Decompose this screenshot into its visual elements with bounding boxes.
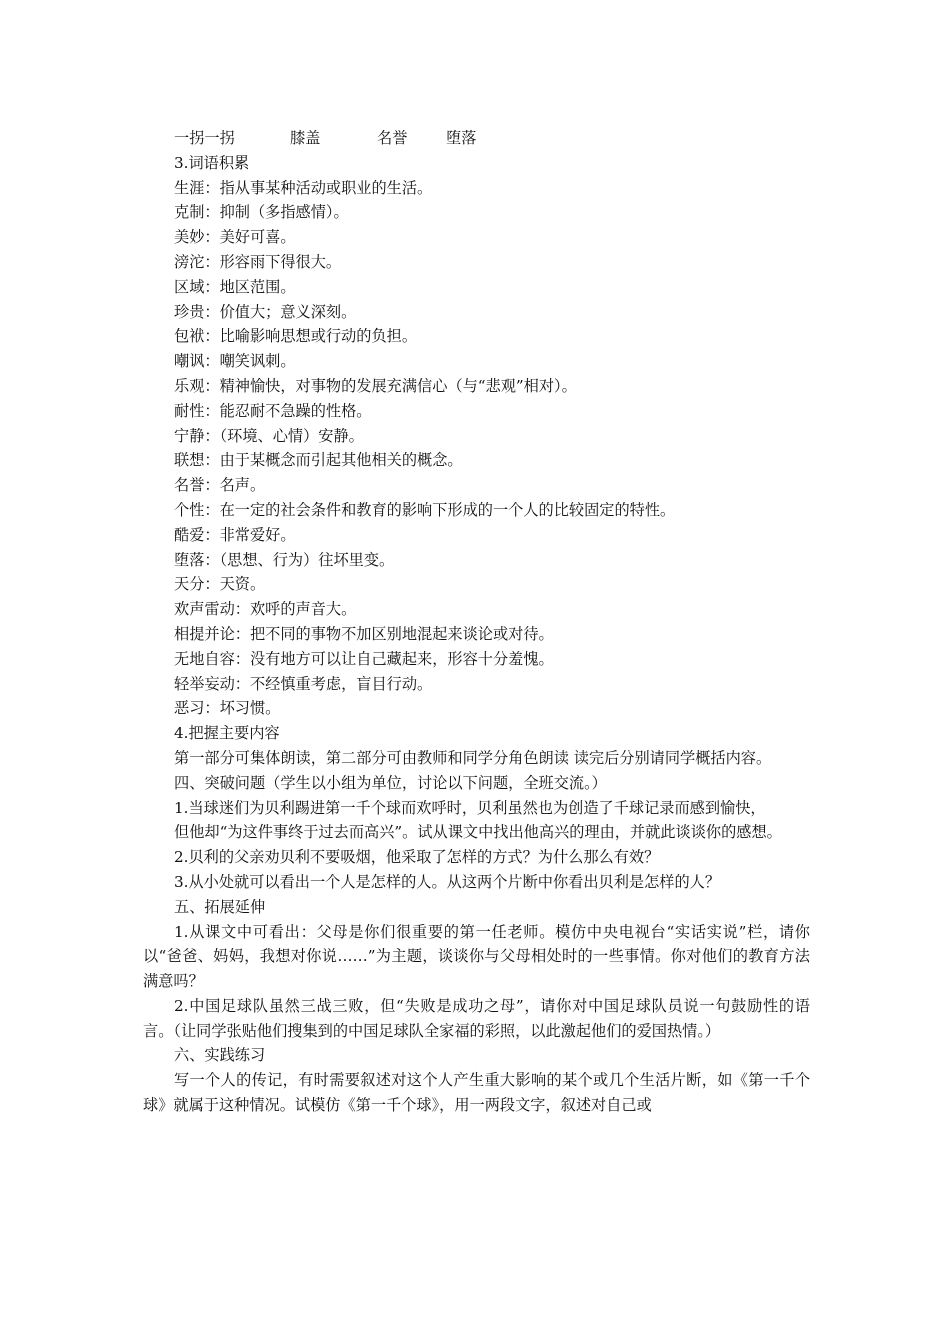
vocabulary-item: 个性：在一定的社会条件和教育的影响下形成的一个人的比较固定的特性。 bbox=[174, 500, 676, 519]
vocabulary-item: 轻举妄动：不经慎重考虑，盲目行动。 bbox=[174, 674, 433, 693]
question: 2.贝利的父亲劝贝利不要吸烟，他采取了怎样的方式？为什么那么有效？ bbox=[174, 848, 660, 867]
paragraph: 1.从课文中可看出：父母是你们很重要的第一任老师。模仿中央电视台“实话实说”栏，请你以“爸爸、妈妈，我想对你说……”为主题，谈谈你与父母相处时的一些事情。你对他们的教育方法满意吗？ bbox=[143, 922, 810, 991]
vocabulary-item: 乐观：精神愉快，对事物的发展充满信心（与“悲观”相对）。 bbox=[174, 376, 577, 395]
vocabulary-item: 欢声雷动：欢呼的声音大。 bbox=[174, 600, 357, 619]
vocabulary-item: 包袱：比喻影响思想或行动的负担。 bbox=[174, 327, 417, 346]
vocabulary-list bbox=[143, 176, 810, 722]
section-heading: 3.词语积累 bbox=[174, 153, 250, 172]
vocabulary-item: 恶习：坏习惯。 bbox=[174, 699, 281, 718]
word-4: 堕落 bbox=[446, 129, 477, 147]
vocabulary-item: 无地自容：没有地方可以让自己藏起来，形容十分羞愧。 bbox=[174, 649, 554, 668]
part-heading: 四、突破问题（学生以小组为单位，讨论以下问题，全班交流。） bbox=[174, 773, 607, 792]
word-3: 名誉 bbox=[377, 129, 408, 147]
vocabulary-item: 美妙：美好可喜。 bbox=[174, 228, 296, 247]
vocabulary-item: 区域：地区范围。 bbox=[174, 277, 296, 296]
part-heading: 六、实践练习 bbox=[174, 1046, 266, 1065]
part-heading: 五、拓展延伸 bbox=[174, 897, 266, 916]
question: 1.当球迷们为贝利踢进第一千个球而欢呼时，贝利虽然也为创造了千球记录而感到愉快， bbox=[174, 798, 766, 817]
vocabulary-item: 酷爱：非常爱好。 bbox=[174, 525, 296, 544]
vocabulary-item: 珍贵：价值大；意义深刻。 bbox=[174, 302, 357, 321]
paragraph: 写一个人的传记，有时需要叙述对这个人产生重大影响的某个或几个生活片断，如《第一千个球》就属于这种情况。试模仿《第一千个球》，用一两段文字，叙述对自己或 bbox=[143, 1071, 810, 1115]
vocabulary-item: 相提并论：把不同的事物不加区别地混起来谈论或对待。 bbox=[174, 624, 554, 643]
vocabulary-item: 堕落：（思想、行为）往坏里变。 bbox=[174, 550, 395, 569]
word-1: 一拐一拐 bbox=[174, 129, 235, 147]
vocabulary-item: 耐性：能忍耐不急躁的性格。 bbox=[174, 401, 372, 420]
words-row bbox=[143, 126, 810, 151]
vocabulary-item: 克制：抑制（多指感情）。 bbox=[174, 203, 349, 222]
vocabulary-item: 宁静：（环境、心情）安静。 bbox=[174, 426, 364, 445]
paragraph: 2.中国足球队虽然三战三败，但“失败是成功之母”，请你对中国足球队员说一句鼓励性的语言。（让同学张贴他们搜集到的中国足球队全家福的彩照，以此激起他们的爱国热情。） bbox=[143, 996, 810, 1040]
vocabulary-item: 名誉：名声。 bbox=[174, 476, 266, 495]
vocabulary-item: 联想：由于某概念而引起其他相关的概念。 bbox=[174, 451, 463, 470]
section-heading: 4.把握主要内容 bbox=[174, 724, 280, 743]
vocabulary-item: 滂沱：形容雨下得很大。 bbox=[174, 252, 342, 271]
document-page bbox=[143, 126, 810, 1118]
vocabulary-item: 生涯：指从事某种活动或职业的生活。 bbox=[174, 178, 433, 197]
question: 3.从小处就可以看出一个人是怎样的人。从这两个片断中你看出贝利是怎样的人？ bbox=[174, 872, 721, 891]
vocabulary-item: 天分：天资。 bbox=[174, 575, 266, 594]
paragraph: 第一部分可集体朗读，第二部分可由教师和同学分角色朗读 读完后分别请同学概括内容。 bbox=[174, 748, 772, 767]
question-continued: 但他却“为这件事终于过去而高兴”。试从课文中找出他高兴的理由，并就此谈谈你的感想。 bbox=[174, 823, 782, 842]
word-2: 膝盖 bbox=[290, 129, 321, 147]
vocabulary-item: 嘲讽：嘲笑讽刺。 bbox=[174, 352, 296, 371]
